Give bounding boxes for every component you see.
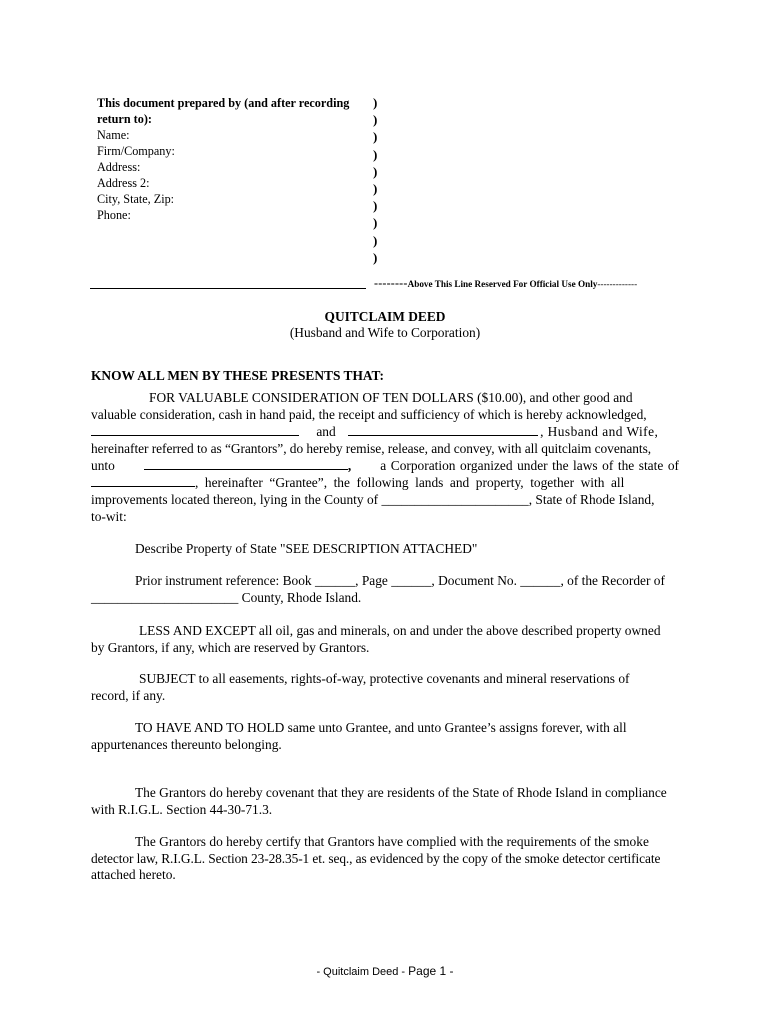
paren: )	[373, 198, 378, 214]
unto-word: unto	[91, 458, 115, 473]
grantor-1-blank[interactable]	[91, 423, 299, 436]
smoke-line-3: attached hereto.	[91, 867, 176, 882]
paren: )	[373, 112, 378, 128]
notice-text: Above This Line Reserved For Official Use Only	[407, 279, 598, 289]
describe-property: Describe Property of State "SEE DESCRIPTION ATTACHED"	[135, 541, 478, 556]
subject-line-1: SUBJECT to all easements, rights-of-way, protective covenants and mineral reservations of	[139, 671, 630, 686]
paren: )	[373, 249, 378, 265]
consideration-line-8: to-wit:	[91, 509, 127, 524]
notice-dashes: --------	[374, 276, 408, 290]
document-title: QUITCLAIM DEED	[324, 309, 446, 324]
and-word: and	[316, 424, 336, 439]
grantor-2-blank[interactable]	[348, 423, 538, 436]
footer-label: - Quitclaim Deed -	[316, 966, 409, 978]
husband-wife-text: , Husband and Wife,	[540, 424, 659, 439]
comma: ,	[347, 458, 352, 473]
less-except-line-1: LESS AND EXCEPT all oil, gas and minerals, on and under the above described property owned	[139, 623, 661, 638]
document-subtitle: (Husband and Wife to Corporation)	[289, 325, 481, 340]
smoke-line-1: The Grantors do hereby certify that Grantors have complied with the requirements of the smoke	[135, 834, 649, 849]
prior-reference-line-2: ______________________ County, Rhode Island.	[91, 590, 362, 605]
grantee-blank[interactable]	[144, 457, 348, 470]
paren: )	[373, 163, 378, 179]
recording-divider-line	[90, 288, 366, 289]
page-footer	[0, 964, 770, 978]
residents-line-1: The Grantors do hereby covenant that they are residents of the State of Rhode Island in compliance	[135, 785, 667, 800]
subject-line-2: record, if any.	[91, 688, 166, 703]
prior-reference-line-1: Prior instrument reference: Book ______, Page ______, Document No. ______, of the Recorder of	[135, 573, 665, 588]
consideration-line-3	[91, 423, 679, 440]
paren: )	[373, 181, 378, 197]
consideration-line-6	[91, 474, 679, 491]
paren: )	[373, 215, 378, 231]
state-blank[interactable]	[91, 474, 195, 487]
paren: )	[373, 232, 378, 248]
field-city-state-zip-label: City, State, Zip:	[97, 192, 175, 206]
paren: )	[373, 146, 378, 162]
residents-line-2: with R.I.G.L. Section 44-30-71.3.	[91, 802, 273, 817]
paren: )	[373, 95, 378, 110]
field-phone-label: Phone:	[97, 208, 131, 222]
corporation-text: a Corporation organized under the laws of the state of	[380, 458, 679, 473]
habendum-line-1: TO HAVE AND TO HOLD same unto Grantee, and unto Grantee’s assigns forever, with all	[135, 720, 627, 735]
consideration-line-2: valuable consideration, cash in hand paid, the receipt and sufficiency of which is hereby acknowledged,	[91, 407, 647, 422]
prepared-by-heading-cont: return to):	[97, 112, 152, 126]
consideration-line-4: hereinafter referred to as “Grantors”, do hereby remise, release, and convey, with all quitclaim covenants,	[91, 441, 652, 456]
consideration-line-5	[91, 457, 679, 474]
less-except-line-2: by Grantors, if any, which are reserved by Grantors.	[91, 640, 370, 655]
official-use-notice	[374, 276, 637, 291]
bracket-column	[373, 94, 385, 266]
smoke-line-2: detector law, R.I.G.L. Section 23-28.35-1 et. seq., as evidenced by the copy of the smoke detector certificate	[91, 851, 661, 866]
grantee-text: , hereinafter “Grantee”, the following lands and property, together with all	[195, 475, 625, 490]
prepared-by-block	[97, 95, 367, 223]
page-number: Page 1 -	[408, 964, 454, 978]
consideration-line-7: improvements located thereon, lying in the County of ______________________, State of Rhode Island,	[91, 492, 655, 507]
paren: )	[373, 129, 378, 145]
habendum-line-2: appurtenances thereunto belonging.	[91, 737, 282, 752]
field-firm-label: Firm/Company:	[97, 144, 175, 158]
field-name-label: Name:	[97, 128, 130, 142]
field-address2-label: Address 2:	[97, 176, 150, 190]
prepared-by-heading: This document prepared by (and after recording	[97, 96, 350, 110]
intro-heading: KNOW ALL MEN BY THESE PRESENTS THAT:	[91, 368, 384, 383]
consideration-line-1: FOR VALUABLE CONSIDERATION OF TEN DOLLARS ($10.00), and other good and	[149, 390, 633, 405]
notice-tail: -------------	[597, 279, 638, 289]
field-address-label: Address:	[97, 160, 141, 174]
